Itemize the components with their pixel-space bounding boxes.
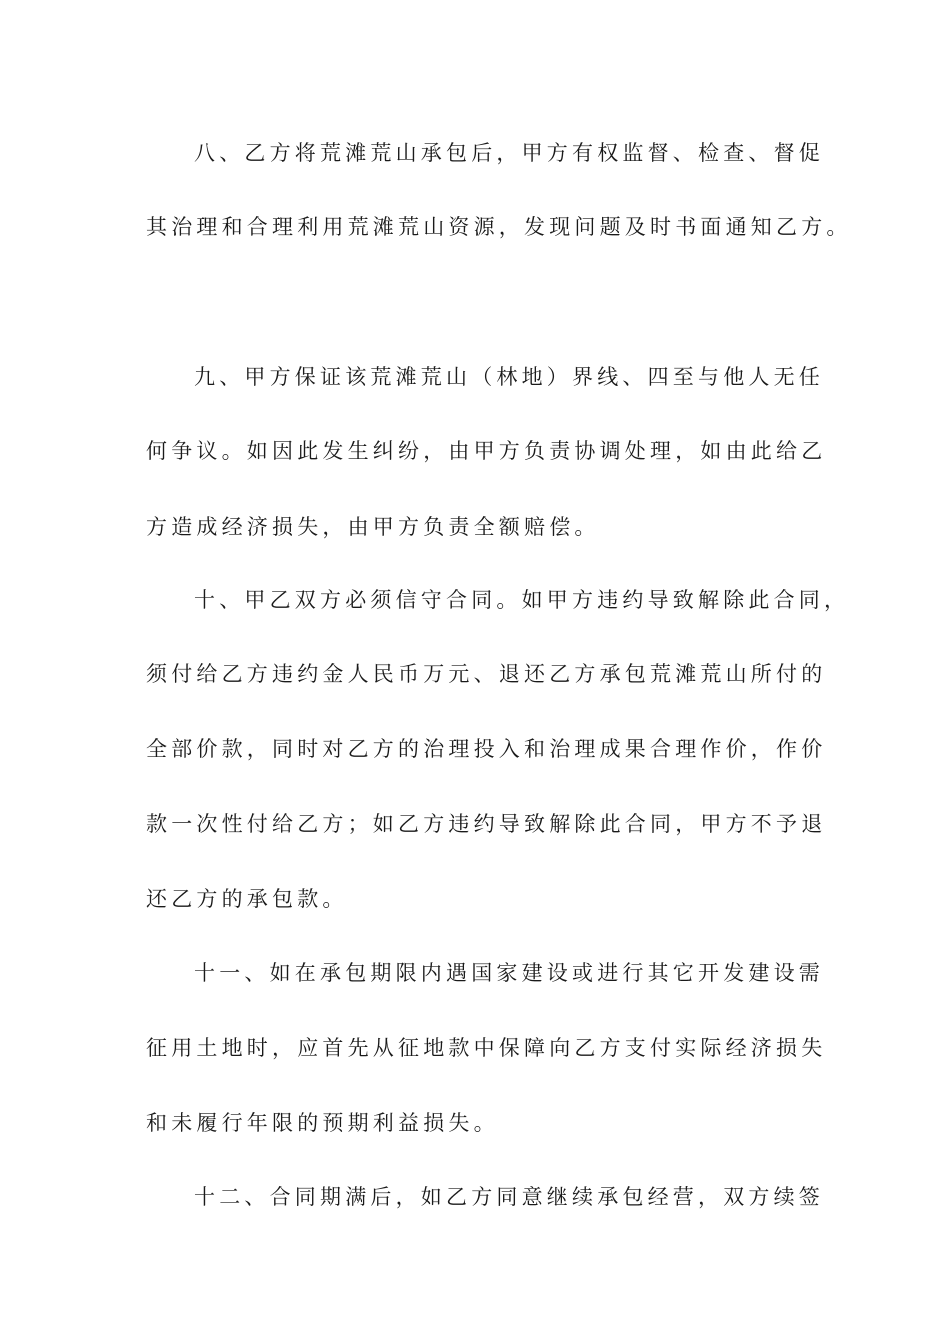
paragraph-12-line-1: 十二、合同期满后，如乙方同意继续承包经营，双方续签 bbox=[194, 1185, 824, 1209]
paragraph-9-line-1: 九、甲方保证该荒滩荒山（林地）界线、四至与他人无任 bbox=[194, 365, 824, 389]
paragraph-10-line-5: 还乙方的承包款。 bbox=[146, 887, 348, 911]
paragraph-9-line-2: 何争议。如因此发生纠纷，由甲方负责协调处理，如由此给乙 bbox=[146, 439, 827, 463]
paragraph-11-line-2: 征用土地时，应首先从征地款中保障向乙方支付实际经济损失 bbox=[146, 1036, 827, 1060]
paragraph-10-line-2: 须付给乙方违约金人民币万元、退还乙方承包荒滩荒山所付的 bbox=[146, 662, 827, 686]
paragraph-11-line-1: 十一、如在承包期限内遇国家建设或进行其它开发建设需 bbox=[194, 961, 824, 985]
paragraph-10-line-1: 十、甲乙双方必须信守合同。如甲方违约导致解除此合同， bbox=[194, 588, 850, 612]
paragraph-11-line-3: 和未履行年限的预期利益损失。 bbox=[146, 1111, 499, 1135]
paragraph-10-line-4: 款一次性付给乙方；如乙方违约导致解除此合同，甲方不予退 bbox=[146, 812, 827, 836]
paragraph-9-line-3: 方造成经济损失，由甲方负责全额赔偿。 bbox=[146, 515, 600, 539]
paragraph-10-line-3: 全部价款，同时对乙方的治理投入和治理成果合理作价，作价 bbox=[146, 737, 827, 761]
paragraph-8-line-1: 八、乙方将荒滩荒山承包后，甲方有权监督、检查、督促 bbox=[194, 141, 824, 165]
paragraph-8-line-2: 其治理和合理利用荒滩荒山资源，发现问题及时书面通知乙方。 bbox=[146, 215, 852, 239]
